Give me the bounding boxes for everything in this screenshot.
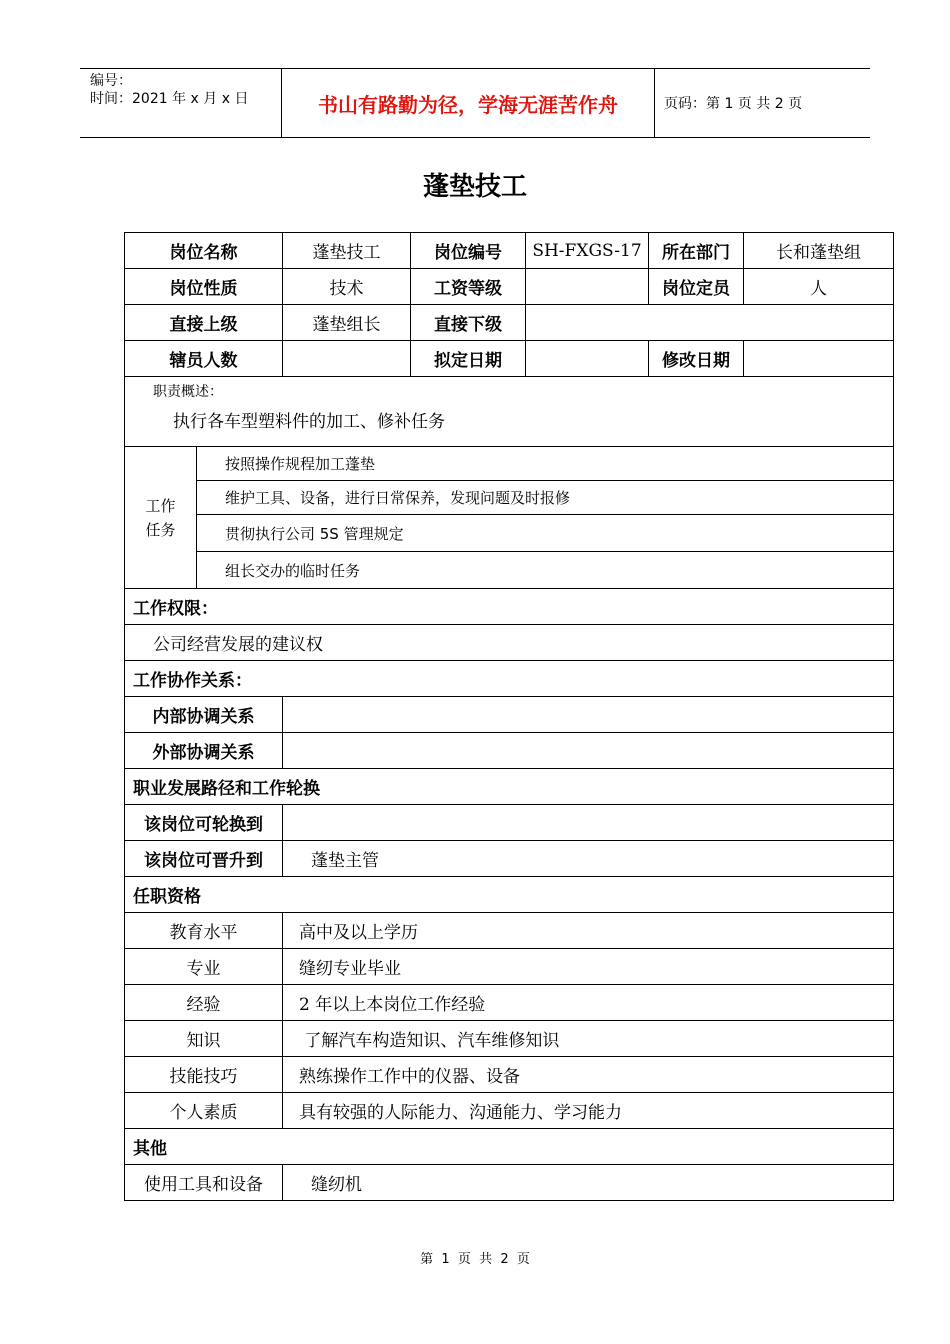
table-row <box>125 341 894 377</box>
authority-label: 工作权限： <box>125 589 894 625</box>
tasks-label-line1: 工作 <box>145 496 176 515</box>
promote-value: 蓬垫主管 <box>283 841 894 877</box>
header-motto: 书山有路勤为径，学海无涯苦作舟 <box>318 92 618 117</box>
tools-label: 使用工具和设备 <box>125 1165 283 1201</box>
table-row <box>125 805 894 841</box>
draft-date-value <box>526 341 649 377</box>
internal-coordination-label: 内部协调关系 <box>125 697 283 733</box>
nature-label: 岗位性质 <box>125 269 283 305</box>
page-footer: 第 1 页 共 2 页 <box>420 1252 530 1267</box>
qualification-item-value: 缝纫专业毕业 <box>283 949 894 985</box>
job-description-table <box>124 232 894 1201</box>
table-row <box>125 625 894 661</box>
table-row <box>125 841 894 877</box>
duty-summary-cell <box>125 377 894 447</box>
salary-label: 工资等级 <box>411 269 526 305</box>
authority-text: 公司经营发展的建议权 <box>125 625 894 661</box>
header-meta <box>90 72 248 108</box>
qualification-item-value: 具有较强的人际能力、沟通能力、学习能力 <box>283 1093 894 1129</box>
table-row <box>125 1129 894 1165</box>
doc-number-label: 编号： <box>90 73 132 89</box>
table-row <box>125 1165 894 1201</box>
qualification-item-label: 技能技巧 <box>125 1057 283 1093</box>
dept-label: 所在部门 <box>649 233 744 269</box>
post-code-value: SH-FXGS-17 <box>526 233 649 269</box>
duty-summary-text: 执行各车型塑料件的加工、修补任务 <box>173 412 445 432</box>
table-row <box>125 589 894 625</box>
tools-value: 缝纫机 <box>283 1165 894 1201</box>
table-row <box>125 913 894 949</box>
external-coordination-value <box>283 733 894 769</box>
staff-value <box>283 341 411 377</box>
quota-value: 人 <box>744 269 894 305</box>
post-name-value: 蓬垫技工 <box>283 233 411 269</box>
header-divider <box>654 69 655 137</box>
table-row <box>125 661 894 697</box>
page-title: 蓬垫技工 <box>422 172 527 202</box>
table-row <box>125 305 894 341</box>
rotate-value <box>283 805 894 841</box>
qualification-label: 任职资格 <box>125 877 894 913</box>
external-coordination-label: 外部协调关系 <box>125 733 283 769</box>
salary-value <box>526 269 649 305</box>
other-label: 其他 <box>125 1129 894 1165</box>
subordinate-label: 直接下级 <box>411 305 526 341</box>
table-row <box>125 377 894 447</box>
post-name-label: 岗位名称 <box>125 233 283 269</box>
quota-label: 岗位定员 <box>649 269 744 305</box>
qualification-item-label: 专业 <box>125 949 283 985</box>
table-row <box>125 481 894 515</box>
dept-value: 长和蓬垫组 <box>744 233 894 269</box>
table-row <box>125 515 894 552</box>
draft-date-label: 拟定日期 <box>411 341 526 377</box>
table-row <box>125 985 894 1021</box>
table-row <box>125 1021 894 1057</box>
internal-coordination-value <box>283 697 894 733</box>
table-row <box>125 1057 894 1093</box>
tasks-label <box>125 447 197 589</box>
qualification-item-value: 了解汽车构造知识、汽车维修知识 <box>283 1021 894 1057</box>
table-row <box>125 949 894 985</box>
promote-label: 该岗位可晋升到 <box>125 841 283 877</box>
revise-date-value <box>744 341 894 377</box>
qualification-item-label: 经验 <box>125 985 283 1021</box>
table-row <box>125 697 894 733</box>
table-row <box>125 1093 894 1129</box>
task-item: 贯彻执行公司 5S 管理规定 <box>197 515 894 552</box>
table-row <box>125 447 894 481</box>
subordinate-value <box>526 305 894 341</box>
qualification-item-value: 2 年以上本岗位工作经验 <box>283 985 894 1021</box>
task-item: 组长交办的临时任务 <box>197 552 894 589</box>
table-row <box>125 233 894 269</box>
qualification-item-label: 个人素质 <box>125 1093 283 1129</box>
table-row <box>125 733 894 769</box>
post-code-label: 岗位编号 <box>411 233 526 269</box>
table-row <box>125 877 894 913</box>
qualification-item-label: 教育水平 <box>125 913 283 949</box>
doc-time: 时间：2021 年 x 月 x 日 <box>90 91 249 107</box>
cooperation-label: 工作协作关系： <box>125 661 894 697</box>
header-page-info: 页码：第 1 页 共 2 页 <box>664 96 803 112</box>
task-item: 维护工具、设备，进行日常保养，发现问题及时报修 <box>197 481 894 515</box>
table-row <box>125 552 894 589</box>
table-row <box>125 769 894 805</box>
qualification-item-value: 高中及以上学历 <box>283 913 894 949</box>
page-header <box>80 68 870 138</box>
nature-value: 技术 <box>283 269 411 305</box>
superior-label: 直接上级 <box>125 305 283 341</box>
revise-date-label: 修改日期 <box>649 341 744 377</box>
staff-label: 辖员人数 <box>125 341 283 377</box>
superior-value: 蓬垫组长 <box>283 305 411 341</box>
duty-summary-label: 职责概述： <box>153 384 223 400</box>
tasks-label-line2: 任务 <box>145 520 176 539</box>
table-row <box>125 269 894 305</box>
task-item: 按照操作规程加工蓬垫 <box>197 447 894 481</box>
qualification-item-value: 熟练操作工作中的仪器、设备 <box>283 1057 894 1093</box>
rotate-label: 该岗位可轮换到 <box>125 805 283 841</box>
career-label: 职业发展路径和工作轮换 <box>125 769 894 805</box>
qualification-item-label: 知识 <box>125 1021 283 1057</box>
